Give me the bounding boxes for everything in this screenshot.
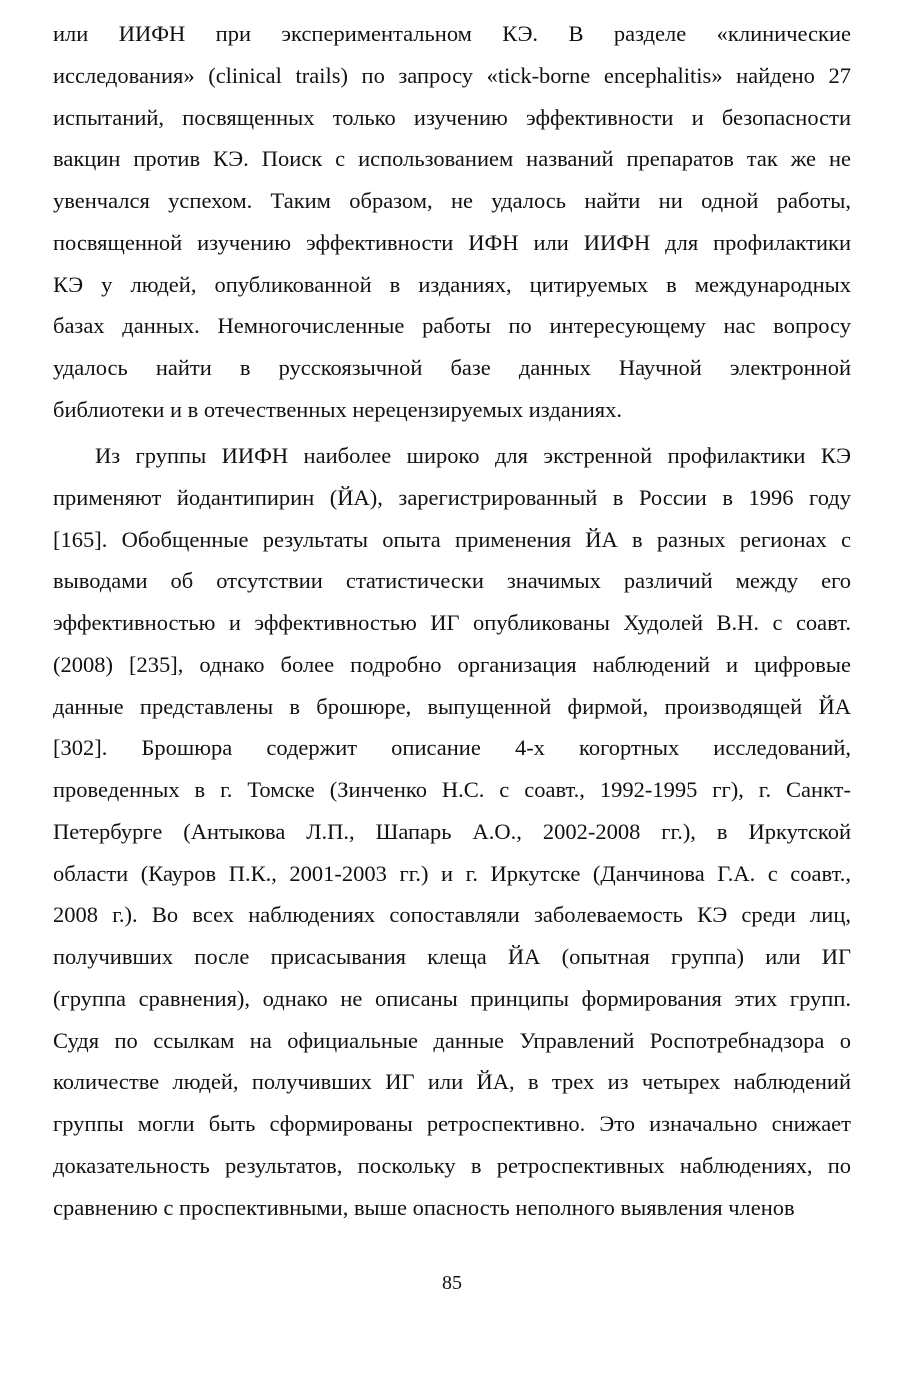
text-line: испытаний, посвященных только изучению эффективности и безопасности [53, 104, 851, 130]
text-line: [302]. Брошюра содержит описание 4-х когортных исследований, [53, 735, 851, 761]
text-line: Петербурге (Антыкова Л.П., Шапарь А.О., 2002-2008 гг.), в Иркутской [53, 818, 851, 844]
text-line: увенчался успехом. Таким образом, не удалось найти ни одной работы, [53, 188, 851, 213]
text-line: Из группы ИИФН наиболее широко для экстренной профилактики КЭ [95, 443, 851, 468]
text-line: удалось найти в русскоязычной базе данных Научной электронной [53, 355, 851, 380]
text-line: проведенных в г. Томске (Зинченко Н.С. с соавт., 1992-1995 гг), г. Санкт- [53, 777, 851, 802]
text-line: исследования» (clinical trails) по запросу «tick-borne encephalitis» найдено 27 [53, 62, 851, 88]
paragraph [53, 13, 851, 431]
text-line: выводами об отсутствии статистически значимых различий между его [53, 568, 851, 594]
text-line: доказательность результатов, поскольку в ретроспективных наблюдениях, по [53, 1152, 851, 1178]
text-line: (группа сравнения), однако не описаны принципы формирования этих групп. [53, 985, 851, 1011]
text-line: КЭ у людей, опубликованной в изданиях, цитируемых в международных [53, 271, 851, 297]
text-line: сравнению с проспективными, выше опасность неполного выявления членов [53, 1194, 795, 1220]
text-line: применяют йодантипирин (ЙА), зарегистрированный в России в 1996 году [53, 484, 851, 510]
text-line: данные представлены в брошюре, выпущенной фирмой, производящей ЙА [53, 693, 851, 719]
text-line: посвященной изучению эффективности ИФН или ИИФН для профилактики [53, 229, 851, 255]
text-line: 2008 г.). Во всех наблюдениях сопоставляли заболеваемость КЭ среди лиц, [53, 902, 851, 928]
text-line: Судя по ссылкам на официальные данные Управлений Роспотребнадзора о [53, 1027, 851, 1053]
text-line: группы могли быть сформированы ретроспективно. Это изначально снижает [53, 1111, 851, 1136]
text-line: количестве людей, получивших ИГ или ЙА, в трех из четырех наблюдений [53, 1069, 851, 1095]
text-line: (2008) [235], однако более подробно организация наблюдений и цифровые [53, 651, 851, 677]
text-line: вакцин против КЭ. Поиск с использованием названий препаратов так же не [53, 146, 851, 172]
text-line: библиотеки и в отечественных нерецензируемых изданиях. [53, 396, 623, 422]
text-line: эффективностью и эффективностью ИГ опубликованы Худолей В.Н. с соавт. [53, 610, 851, 635]
text-line: или ИИФН при экспериментальном КЭ. В разделе «клинические [53, 21, 851, 46]
text-line: базах данных. Немногочисленные работы по интересующему нас вопросу [53, 313, 851, 339]
page-number: 85 [442, 1272, 462, 1294]
text-line: получивших после присасывания клеща ЙА (опытная группа) или ИГ [53, 944, 851, 969]
text-line: [165]. Обобщенные результаты опыта применения ЙА в разных регионах с [53, 526, 851, 552]
text-line: области (Кауров П.К., 2001-2003 гг.) и г. Иркутске (Данчинова Г.А. с соавт., [53, 860, 851, 886]
paragraph [53, 435, 851, 1228]
